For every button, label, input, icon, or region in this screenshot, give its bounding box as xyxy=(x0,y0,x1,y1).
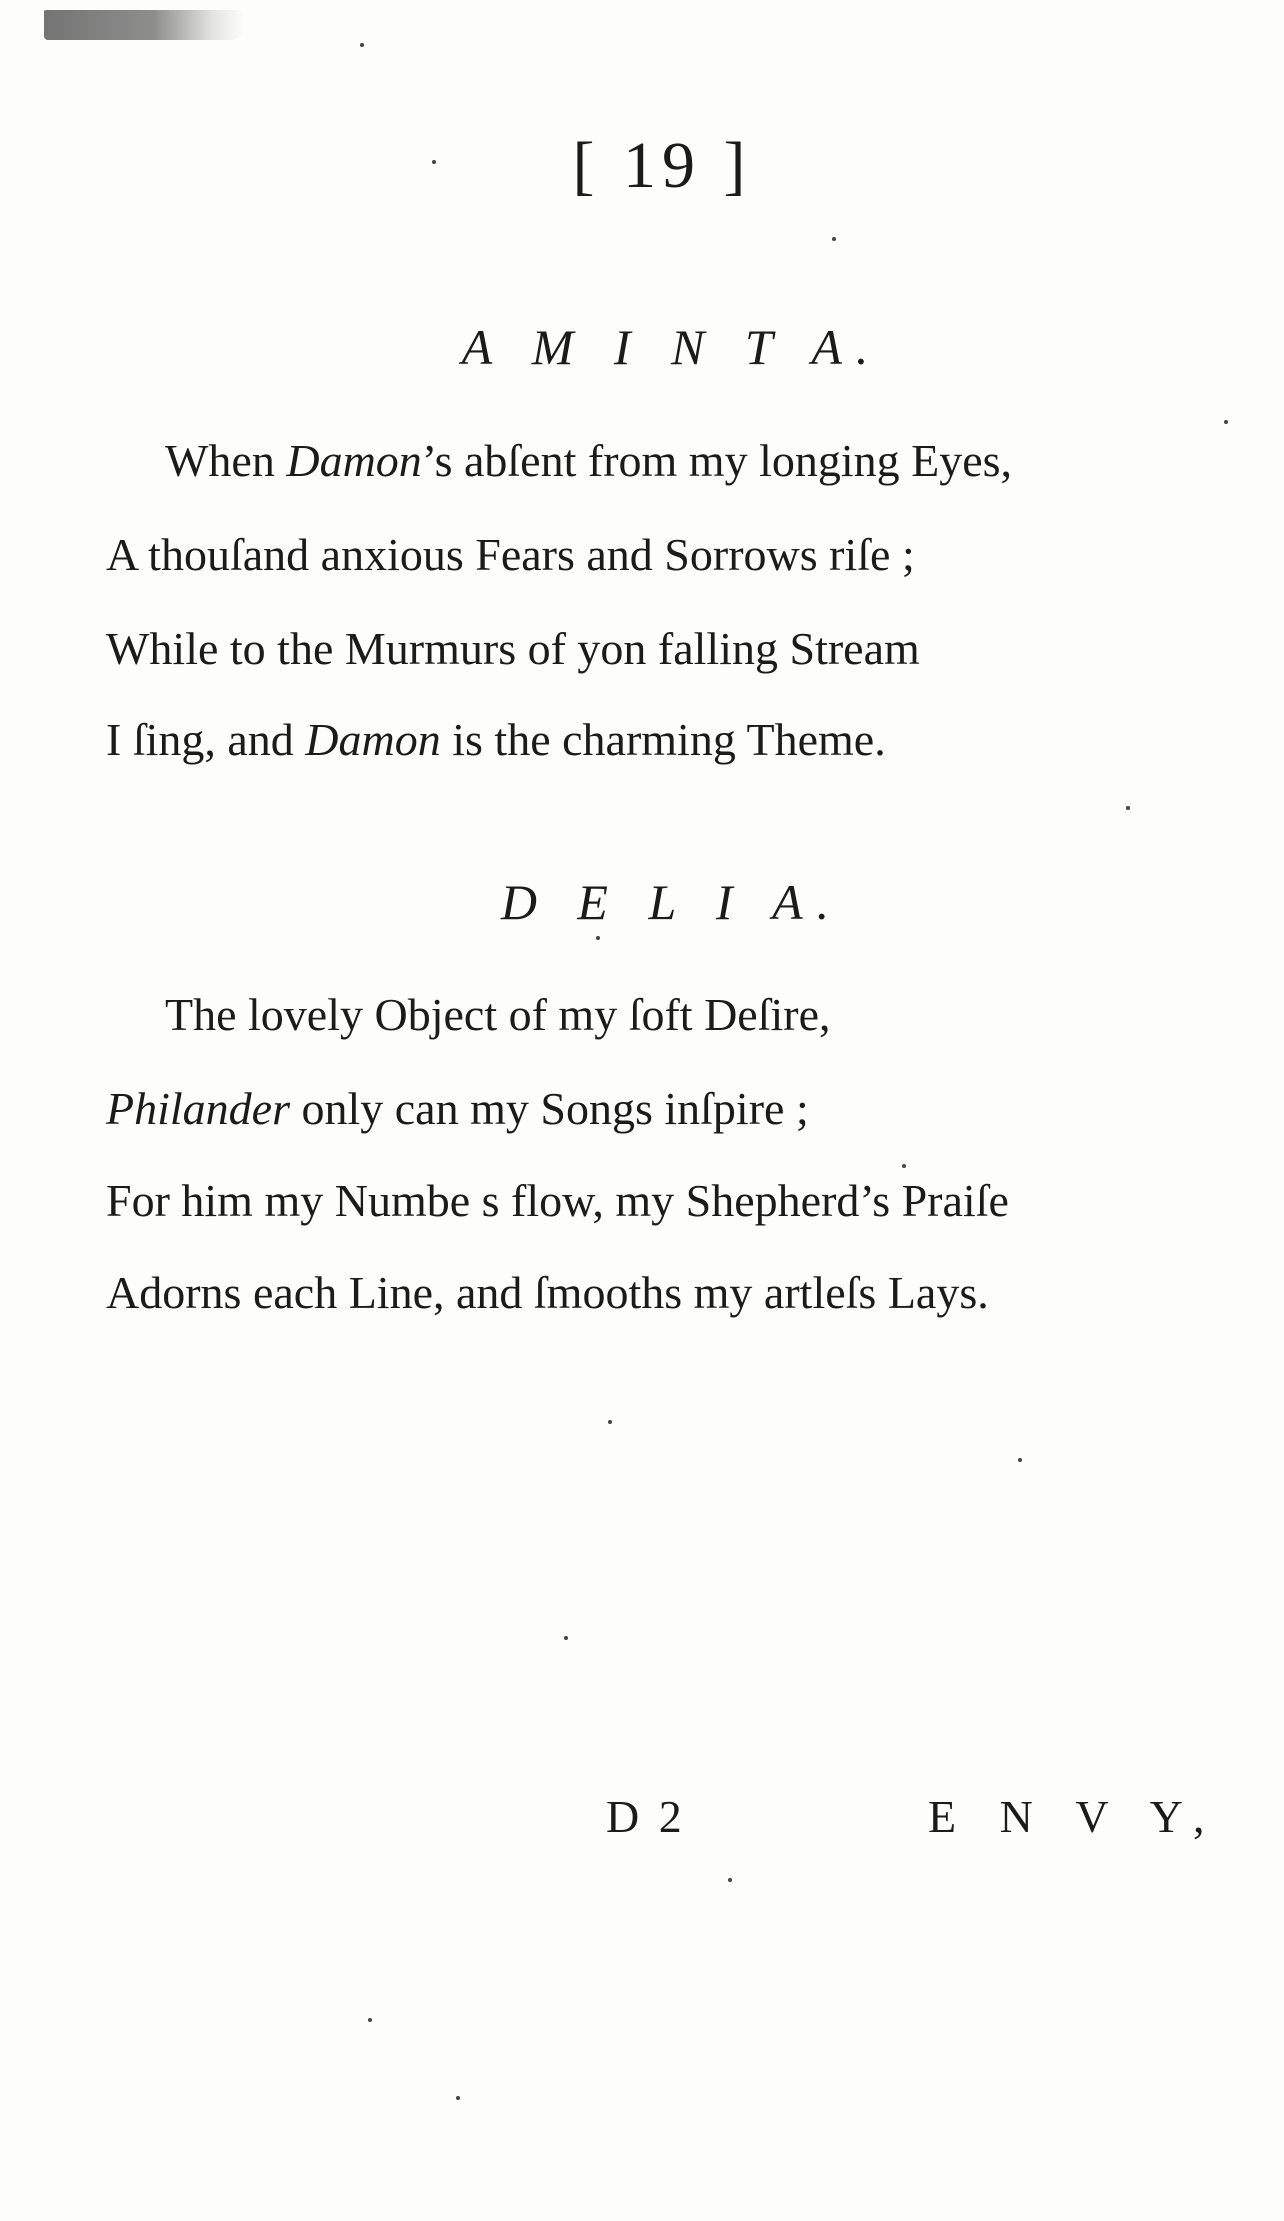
verse-text: I ſing, and xyxy=(106,714,306,765)
verse-line xyxy=(106,529,915,580)
verse-line xyxy=(106,714,886,765)
signature-mark: D 2 xyxy=(606,1791,686,1842)
verse-line xyxy=(165,989,831,1040)
poem-title-aminta: A M I N T A. xyxy=(461,319,883,375)
paper-speck xyxy=(902,1164,906,1168)
verse-line xyxy=(106,1083,809,1134)
verse-text: The lovely Object of my ſoft Deſire, xyxy=(165,989,831,1040)
paper-speck xyxy=(456,2096,460,2100)
verse-text: is the charming Theme. xyxy=(440,714,886,765)
italic-name: Damon xyxy=(286,435,422,486)
paper-speck xyxy=(432,160,436,164)
paper-speck xyxy=(608,1420,612,1424)
verse-line xyxy=(106,623,920,674)
verse-text: only can my Songs inſpire ; xyxy=(289,1083,809,1134)
poem-title-delia: D E L I A. xyxy=(500,874,844,930)
verse-text: A thouſand anxious Fears and Sorrows riſe ; xyxy=(106,529,915,580)
paper-speck xyxy=(1126,806,1130,810)
verse-text: When xyxy=(165,435,287,486)
paper-speck xyxy=(368,2018,372,2022)
verse-text: For him my Numbe s flow, my Shepherd’s Praiſe xyxy=(106,1175,1009,1226)
paper-speck xyxy=(832,237,836,241)
verse-line xyxy=(106,1175,1009,1226)
page-number: [ 19 ] xyxy=(572,129,752,202)
verse-text: ’s abſent from my longing Eyes, xyxy=(421,435,1013,486)
verse-line xyxy=(165,435,1013,486)
paper-speck xyxy=(1224,420,1228,424)
italic-name: Philander xyxy=(106,1083,290,1134)
verse-text: Adorns each Line, and ſmooths my artleſs Lays. xyxy=(106,1267,989,1318)
verse-text: While to the Murmurs of yon falling Stream xyxy=(106,623,920,674)
catchword: E N V Y, xyxy=(928,1791,1221,1842)
paper-speck xyxy=(360,43,364,47)
paper-speck xyxy=(564,1636,568,1640)
italic-name: Damon xyxy=(305,714,441,765)
paper-speck xyxy=(596,936,600,940)
ink-smudge xyxy=(44,10,244,40)
verse-line xyxy=(106,1267,989,1318)
paper-speck xyxy=(728,1878,732,1882)
paper-speck xyxy=(1018,1458,1022,1462)
